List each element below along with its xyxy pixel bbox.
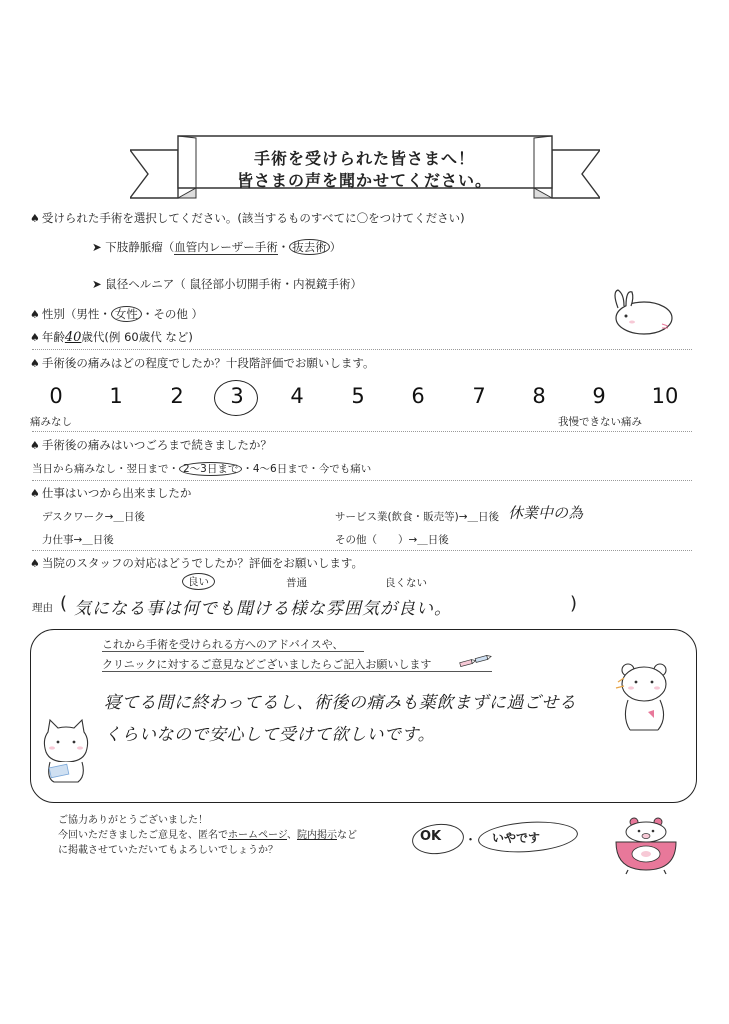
section-divider (32, 431, 692, 432)
q1-label: 受けられた手術を選択してください。(該当するものすべてに〇をつけてください) (41, 211, 465, 225)
advice-underline-2 (102, 671, 492, 672)
q1-option1-separator: ・ (277, 240, 290, 254)
spade-bullet-icon: ♠ (30, 487, 40, 500)
q7-staff-question (30, 555, 363, 571)
advice-prompt-line2: クリニックに対するご意見などございましたらご記入お願いします (102, 658, 432, 671)
pain-scale-2[interactable]: 2 (170, 384, 184, 408)
q2-prefix: 性別（ (41, 307, 77, 321)
footer-line2-end: など (337, 830, 357, 841)
q5-label: 手術後の痛みはいつごろまで続きましたか？ (41, 438, 272, 452)
arrow-right-icon: ➤ (92, 277, 102, 291)
pain-min-label: 痛みなし (30, 416, 72, 428)
advice-prompt-line1: これから手術を受けられる方へのアドバイスや、 (102, 638, 344, 651)
footer-line2-start: 今回いただきましたご意見を、匿名で (58, 830, 228, 841)
rating-good-option[interactable]: 良い (182, 573, 215, 590)
q1-option1-suffix: ） (329, 240, 342, 254)
footer-homepage-link[interactable]: ホームページ (228, 830, 287, 841)
section-divider (32, 550, 692, 551)
pain-scale-4[interactable]: 4 (290, 384, 304, 408)
banner-title-line1: 手術を受けられた皆さまへ！ (253, 149, 475, 168)
q2-rest: ・その他 ） (141, 307, 204, 321)
footer-thanks: ご協力ありがとうございました！ (58, 815, 208, 826)
q1-option-hernia[interactable] (92, 276, 362, 292)
reason-handwritten-text[interactable]: 気になる事は何でも聞ける様な雰囲気が良い。 (74, 599, 452, 619)
q3-prefix: 年齢 (41, 330, 65, 344)
advice-underline-1 (102, 651, 364, 652)
spade-bullet-icon: ♠ (30, 308, 40, 321)
q5-options (32, 461, 371, 476)
rating-normal-option[interactable]: 普通 (286, 577, 307, 589)
ok-button[interactable]: OK (420, 829, 442, 844)
q7-label: 当院のスタッフの対応はどうでしたか？評価をお願いします。 (41, 556, 363, 570)
age-handwritten-value[interactable]: 40 (64, 330, 82, 345)
q4-label: 手術後の痛みはどの程度でしたか？十段階評価でお願いします。 (41, 356, 375, 370)
q1-option1-stripping[interactable]: 抜去術 (289, 239, 330, 255)
reason-open-paren: ( (60, 593, 68, 614)
q3-age-question (30, 329, 193, 345)
cat-mascot-left-icon (36, 718, 96, 788)
work-desk-field[interactable]: デスクワーク→＿日後 (42, 511, 145, 523)
option-separator: ・ (464, 833, 478, 848)
pain-scale-9[interactable]: 9 (592, 384, 606, 408)
spade-bullet-icon: ♠ (30, 439, 40, 452)
pain-selected-circle (214, 380, 258, 416)
footer-publish-question-line3: に掲載させていただいてもよろしいでしょうか？ (58, 845, 278, 856)
spade-bullet-icon: ♠ (30, 331, 40, 344)
no-button[interactable]: いやです (492, 831, 541, 845)
pain-scale-3[interactable]: 3 (230, 384, 244, 408)
gender-female-option[interactable]: 女性 (111, 306, 142, 322)
q1-surgery-question (30, 210, 465, 226)
pain-scale-8[interactable]: 8 (532, 384, 546, 408)
q6-work-question (30, 485, 191, 501)
spade-bullet-icon: ♠ (30, 357, 40, 370)
q3-suffix: 歳代(例 60歳代 など) (81, 330, 193, 344)
footer-comma: 、 (287, 830, 297, 841)
q6-label: 仕事はいつから出来ましたか (41, 486, 192, 500)
work-physical-field[interactable]: 力仕事→＿日後 (42, 534, 114, 546)
q1-option1-prefix: 下肢静脈瘤（ (105, 240, 175, 254)
pain-max-label: 我慢できない痛み (558, 416, 642, 428)
rabbit-mascot-icon (604, 288, 676, 338)
spade-bullet-icon: ♠ (30, 557, 40, 570)
pain-scale-0[interactable]: 0 (49, 384, 63, 408)
footer-inhouse-board-link[interactable]: 院内掲示 (297, 830, 337, 841)
reason-label: 理由 (32, 602, 53, 614)
bear-mascot-right-icon (614, 660, 676, 734)
advice-handwritten-line2[interactable]: くらいなので安心して受けて欲しいです。 (104, 725, 436, 745)
gender-male-option[interactable]: 男性 (76, 307, 100, 321)
section-divider (32, 349, 692, 350)
banner-title-line2: 皆さまの声を聞かせてください。 (236, 171, 492, 190)
duration-option-2-3-days[interactable]: 2〜3日まで (179, 462, 242, 476)
rating-bad-option[interactable]: 良くない (385, 577, 427, 589)
q5-duration-question (30, 437, 272, 453)
work-other-field[interactable]: その他（ ）→＿日後 (335, 534, 449, 546)
duration-options-c[interactable]: ・4〜6日まで・今でも痛い (242, 463, 372, 475)
q1-option-varicose[interactable] (92, 239, 341, 255)
duration-options-a[interactable]: 当日から痛みなし・翌日まで・ (32, 463, 179, 475)
pain-scale-5[interactable]: 5 (351, 384, 365, 408)
footer-publish-question (58, 826, 357, 841)
pain-scale-7[interactable]: 7 (472, 384, 486, 408)
q1-option2-label: 鼠径ヘルニア（ 鼠径部小切開手術・内視鏡手術） (105, 277, 362, 291)
pink-pot-mascot-icon (608, 814, 684, 876)
work-service-field[interactable]: サービス業(飲食・販売等)→＿日後 (335, 511, 499, 523)
reason-close-paren: ) (570, 593, 578, 614)
q2-gender-question (30, 306, 203, 322)
pain-scale-6[interactable]: 6 (411, 384, 425, 408)
q1-option1-laser[interactable]: 血管内レーザー手術 (174, 240, 278, 254)
arrow-right-icon: ➤ (92, 240, 102, 254)
q2-separator: ・ (99, 307, 111, 321)
pain-scale-10[interactable]: 10 (651, 384, 679, 408)
q4-pain-question (30, 355, 374, 371)
advice-handwritten-line1[interactable]: 寝てる間に終わってるし、術後の痛みも薬飲まずに過ごせる (104, 693, 577, 713)
pain-scale-1[interactable]: 1 (109, 384, 123, 408)
section-divider (32, 480, 692, 481)
work-service-handwritten-note[interactable]: 休業中の為 (508, 504, 584, 522)
pencil-icon (454, 655, 494, 669)
spade-bullet-icon: ♠ (30, 212, 40, 225)
